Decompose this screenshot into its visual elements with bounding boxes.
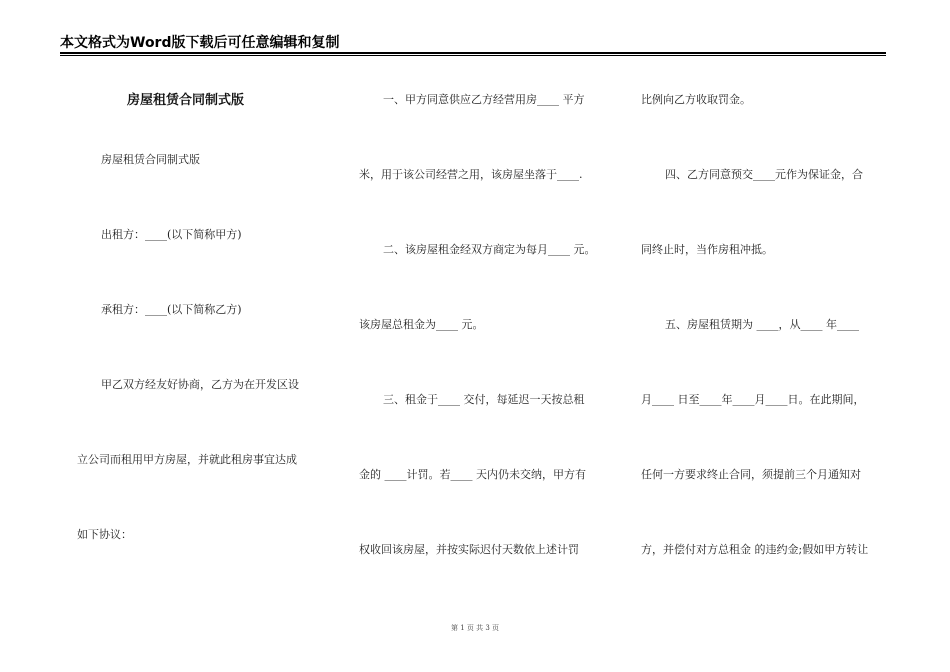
document-header: 本文格式为Word版下载后可任意编辑和复制 [60, 35, 340, 51]
col2-line-6: 金的 ____计罚。若____ 天内仍未交纳，甲方有 [359, 468, 586, 481]
col3-line-1: 比例向乙方收取罚金。 [641, 93, 751, 106]
col2-line-1: 一、甲方同意供应乙方经营用房____ 平方 [383, 93, 585, 106]
col1-line-6: 如下协议： [77, 528, 132, 541]
col3-line-6: 任何一方要求终止合同，须提前三个月通知对 [641, 468, 861, 481]
col2-line-5: 三、租金于____ 交付，每延迟一天按总租 [383, 393, 585, 406]
col3-line-3: 同终止时，当作房租冲抵。 [641, 243, 773, 256]
header-rule-thick [60, 52, 886, 54]
col2-line-7: 权收回该房屋，并按实际迟付天数依上述计罚 [359, 543, 579, 556]
col3-line-4: 五、房屋租赁期为 ____，从____ 年____ [665, 318, 859, 331]
document-title: 房屋租赁合同制式版 [127, 93, 245, 108]
col1-line-3: 承租方：____(以下简称乙方) [101, 303, 242, 316]
col3-line-2: 四、乙方同意预交____元作为保证金，合 [665, 168, 863, 181]
col1-line-5: 立公司而租用甲方房屋，并就此租房事宜达成 [77, 453, 297, 466]
col2-line-3: 二、该房屋租金经双方商定为每月____ 元。 [383, 243, 596, 256]
page-number: 第 1 页 共 3 页 [450, 624, 500, 632]
col3-line-5: 月____ 日至____年____月____日。在此期间， [641, 393, 865, 406]
col1-line-1: 房屋租赁合同制式版 [101, 153, 200, 166]
col2-line-4: 该房屋总租金为____ 元。 [359, 318, 484, 331]
col1-line-2: 出租方：____(以下简称甲方) [101, 228, 242, 241]
col2-line-2: 米，用于该公司经营之用，该房屋坐落于____. [359, 168, 583, 181]
header-rule-thin [60, 55, 886, 56]
col1-line-4: 甲乙双方经友好协商，乙方为在开发区设 [101, 378, 299, 391]
col3-line-7: 方，并偿付对方总租金 的违约金;假如甲方转让 [641, 543, 869, 556]
